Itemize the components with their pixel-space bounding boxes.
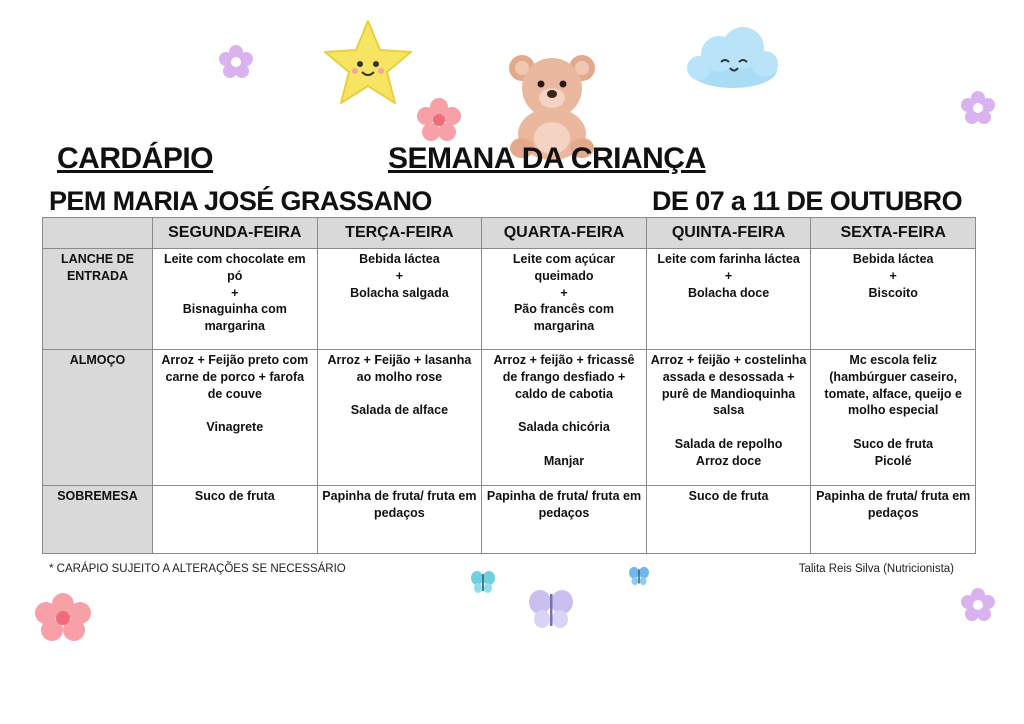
menu-line: Bolacha salgada: [350, 285, 449, 300]
butterfly-icon: [628, 566, 650, 586]
menu-cell: [482, 486, 647, 554]
menu-line: +: [724, 268, 733, 283]
nutritionist-signature: Talita Reis Silva (Nutricionista): [798, 563, 954, 575]
menu-line: +: [889, 268, 897, 283]
menu-line: [157, 402, 313, 419]
table-row: [43, 350, 976, 486]
menu-line: Salada de alface: [350, 403, 449, 418]
flower-icon: [416, 97, 462, 143]
menu-line: Arroz + Feijão preto com carne de porco + farofa de couve: [161, 353, 309, 401]
menu-cell: [811, 249, 976, 350]
menu-line: Mc escola feliz (hambúrguer caseiro, tomate, alface, queijo e molho especial: [824, 353, 962, 418]
menu-line: Salada chicória: [518, 420, 610, 435]
day-header: TERÇA-FEIRA: [317, 218, 482, 249]
day-header: QUARTA-FEIRA: [482, 218, 647, 249]
menu-cell: [811, 486, 976, 554]
menu-line: [815, 419, 971, 436]
menu-cell: [482, 350, 647, 486]
menu-line: +: [231, 285, 239, 300]
menu-line: +: [395, 268, 404, 283]
menu-line: Leite com açúcar queimado: [512, 252, 616, 283]
menu-line: Arroz + feijão + costelinha assada e desossada + purê de Mandioquinha salsa: [650, 353, 807, 418]
butterfly-icon: [470, 570, 496, 594]
menu-line: Suco de fruta: [194, 489, 275, 503]
menu-line: Bisnaguinha com margarina: [182, 302, 287, 334]
row-label: [43, 350, 153, 486]
row-label-text: ALMOÇO: [69, 353, 126, 367]
flower-icon: [218, 44, 254, 80]
flower-icon: [32, 592, 94, 642]
menu-line: Arroz + feijão + fricassê de frango desfiado + caldo de cabotia: [493, 353, 635, 401]
table-row: [43, 249, 976, 350]
day-header: QUINTA-FEIRA: [646, 218, 811, 249]
menu-line: Suco de fruta: [688, 489, 769, 503]
menu-cell: [646, 486, 811, 554]
event-title: SEMANA DA CRIANÇA: [388, 142, 706, 175]
menu-line: Salada de repolho: [674, 436, 783, 451]
menu-cell: [646, 350, 811, 486]
menu-line: [486, 402, 642, 419]
menu-cell: [317, 350, 482, 486]
menu-cell: [317, 249, 482, 350]
menu-line: [322, 386, 478, 403]
row-label-text: LANCHE DE ENTRADA: [61, 252, 134, 283]
menu-cell: [482, 249, 647, 350]
menu-line: Suco de fruta: [853, 436, 934, 451]
flower-icon: [960, 90, 996, 126]
butterfly-icon: [528, 588, 574, 630]
menu-cell: [646, 249, 811, 350]
menu-line: [486, 436, 642, 453]
menu-line: Biscoito: [868, 285, 918, 300]
date-range: DE 07 a 11 DE OUTUBRO: [651, 186, 962, 216]
school-name: PEM MARIA JOSÉ GRASSANO: [49, 186, 432, 216]
row-label: [43, 249, 153, 350]
table-row: [43, 486, 976, 554]
menu-line: Papinha de fruta/ fruta em pedaços: [322, 489, 477, 520]
menu-line: Bebida láctea: [852, 252, 934, 266]
footnote: * CARÁPIO SUJEITO A ALTERAÇÕES SE NECESSÁRIO: [49, 563, 346, 575]
flower-icon: [960, 587, 996, 623]
menu-line: Papinha de fruta/ fruta em pedaços: [816, 489, 971, 520]
menu-cell: [317, 486, 482, 554]
menu-line: Pão francês com margarina: [513, 302, 614, 334]
row-label-text: SOBREMESA: [57, 489, 138, 503]
menu-line: Bolacha doce: [687, 285, 770, 300]
menu-line: Vinagrete: [206, 420, 264, 435]
menu-line: [651, 419, 807, 436]
menu-table: [42, 217, 976, 554]
header-corner-cell: [43, 218, 153, 249]
menu-cell: [153, 249, 318, 350]
menu-title: CARDÁPIO: [57, 142, 214, 175]
table-header-row: [43, 218, 976, 249]
menu-line: Bebida láctea: [359, 252, 440, 266]
star-icon: [322, 18, 414, 106]
menu-line: Picolé: [874, 453, 912, 468]
menu-line: Papinha de fruta/ fruta em pedaços: [486, 489, 642, 520]
menu-cell: [811, 350, 976, 486]
day-header: SEGUNDA-FEIRA: [153, 218, 318, 249]
menu-line: Leite com chocolate em pó: [163, 252, 306, 283]
menu-line: Manjar: [543, 453, 585, 468]
menu-line: Arroz doce: [695, 453, 762, 468]
cloud-icon: [685, 24, 781, 92]
menu-cell: [153, 486, 318, 554]
day-header: SEXTA-FEIRA: [811, 218, 976, 249]
menu-cell: [153, 350, 318, 486]
row-label: [43, 486, 153, 554]
menu-line: Arroz + Feijão + lasanha ao molho rose: [327, 353, 472, 384]
menu-line: Leite com farinha láctea: [657, 252, 800, 266]
menu-line: +: [560, 285, 568, 300]
